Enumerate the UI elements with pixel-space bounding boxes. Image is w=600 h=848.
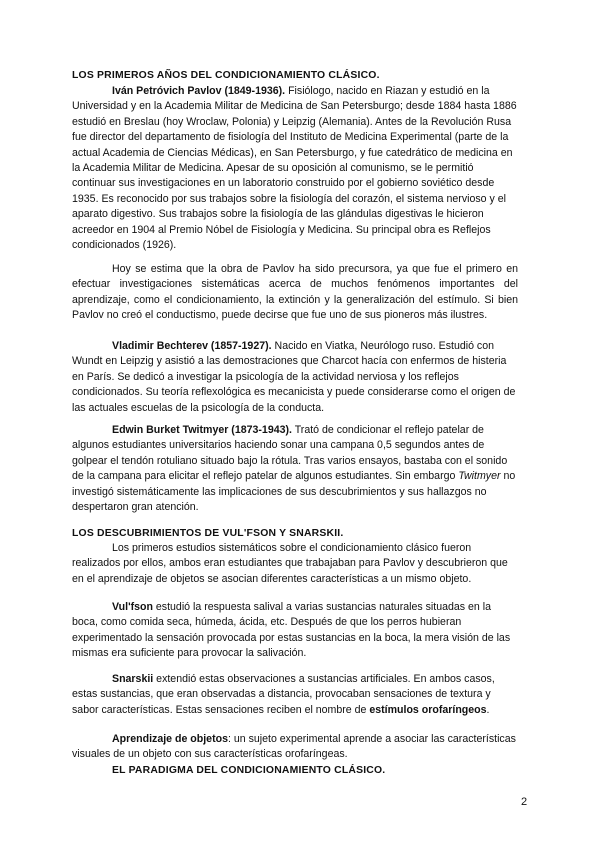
name-pavlov: Iván Petróvich Pavlov (1849-1936).	[112, 85, 286, 97]
paragraph-vulfson	[72, 600, 518, 662]
term-aprendizaje-objetos: Aprendizaje de objetos	[112, 733, 228, 745]
paragraph-aprendizaje-text: : un sujeto experimental aprende a asociar las características visuales de un objeto con sus características orofaríngeas.	[72, 733, 516, 761]
name-snarskii: Snarskii	[112, 673, 154, 685]
term-estimulos-orofaringeos: estímulos orofaríngeos	[369, 703, 487, 716]
paragraph-vulfson-text: estudió la respuesta salival a varias sustancias naturales situadas en la boca, como comida seca, húmeda, ácida, etc. Después de que los perros hubieran experimentado la sensación provocada por estas sustancias en la boca, la mera visión de las mismas era suficiente para provocar la salivación.	[72, 601, 511, 660]
section-heading-primeros-anos: LOS PRIMEROS AÑOS DEL CONDICIONAMIENTO CLÁSICO.	[72, 70, 380, 81]
paragraph-twitmyer-text-end: no investigó sistemáticamente las implicaciones de sus descubrimientos y sus hallazgos no despertaron gran atención.	[72, 470, 516, 514]
paragraph-bechterev	[72, 339, 518, 416]
paragraph-bechterev-text: Nacido en Viatka, Neurólogo ruso. Estudió con Wundt en Leipzig y asistió a las demostraciones que Charcot hacía con enfermos de histeria en París. Se dedicó a investigar la psicología de la actividad nerviosa y los reflejos condicionados. Su teoría reflexológica es mecanicista y puede considerarse como el origen de las actuales escuelas de la psicología de la conducta.	[72, 340, 516, 414]
section-heading-paradigma: EL PARADIGMA DEL CONDICIONAMIENTO CLÁSICO.	[112, 765, 386, 776]
name-bechterev: Vladimir Bechterev (1857-1927).	[112, 340, 272, 352]
paragraph-twitmyer	[72, 423, 518, 515]
paragraph-snarskii-text: extendió estas observaciones a sustancias artificiales. En ambos casos, estas sustancias, que eran observadas a distancia, provocaban sensaciones de textura y sabor características. Estas sensaciones reciben el nombre de	[72, 673, 495, 716]
paragraph-snarskii	[72, 672, 518, 718]
paragraph-pavlov-text: Fisiólogo, nacido en Riazan y estudió en la Universidad y en la Academia Militar de Medicina de San Petersburgo; desde 1884 hasta 1886 estudió en Breslau (hoy Wroclaw, Polonia) y Leipzig (Alemania). Antes de la Revolución Rusa fue director del departamento de fisiología del Instituto de Medicina Experimental (parte de la actual Academia de Ciencias Médicas), en San Petersburgo, y fue catedrático de medicina en la Academia Militar de Medicina. Apesar de su oposición al comunismo, se le permitió continuar sus investigaciones en un laboratorio construido por el gobierno soviético desde 1935. Es reconocido por sus trabajos sobre la fisiología del corazón, el sistema nervioso y el aparato digestivo. Sus trabajos sobre la fisiología de las glándulas digestivas le hicieron acreedor en 1904 al Premio Nóbel de Fisiología y Medicina. Su principal obra es Reflejos condicionados (1926).	[72, 85, 517, 252]
twitmyer-italic: Twitmyer	[458, 470, 501, 483]
paragraph-twitmyer-text: Trató de condicionar el reflejo patelar de algunos estudiantes universitarios haciendo sonar una campana 0,5 segundos antes de golpear el tendón rotuliano situado bajo la rótula. Tras varios ensayos, bastaba con el sonido de la campana para elicitar el reflejo patelar de algunos estudiantes. Sin embargo	[72, 424, 508, 483]
paragraph-aprendizaje-objetos	[72, 732, 518, 763]
paragraph-snarskii-end: .	[486, 703, 490, 716]
section-heading-vulfson-snarskii: LOS DESCUBRIMIENTOS DE VUL'FSON Y SNARSKII.	[72, 528, 344, 539]
page-number: 2	[521, 796, 528, 808]
paragraph-pavlov	[72, 84, 518, 253]
paragraph-pavlov-legacy: Hoy se estima que la obra de Pavlov ha sido precursora, ya que fue el primero en efectuar investigaciones sistemáticas acerca de muchos fenómenos importantes del aprendizaje, como el condicionamiento, la extinción y la generalización del estímulo. Si bien Pavlov no creó el conductismo, puede decirse que fue uno de sus pioneros más ilustres.	[72, 263, 518, 322]
paragraph-first-studies: Los primeros estudios sistemáticos sobre el condicionamiento clásico fueron realizados por ellos, ambos eran estudiantes que trabajaban para Pavlov y descubrieron que en el aprendizaje de objetos se asocian diferentes características a un mismo objeto.	[72, 542, 508, 585]
name-twitmyer: Edwin Burket Twitmyer (1873-1943).	[112, 424, 292, 436]
name-vulfson: Vul'fson	[112, 601, 153, 613]
